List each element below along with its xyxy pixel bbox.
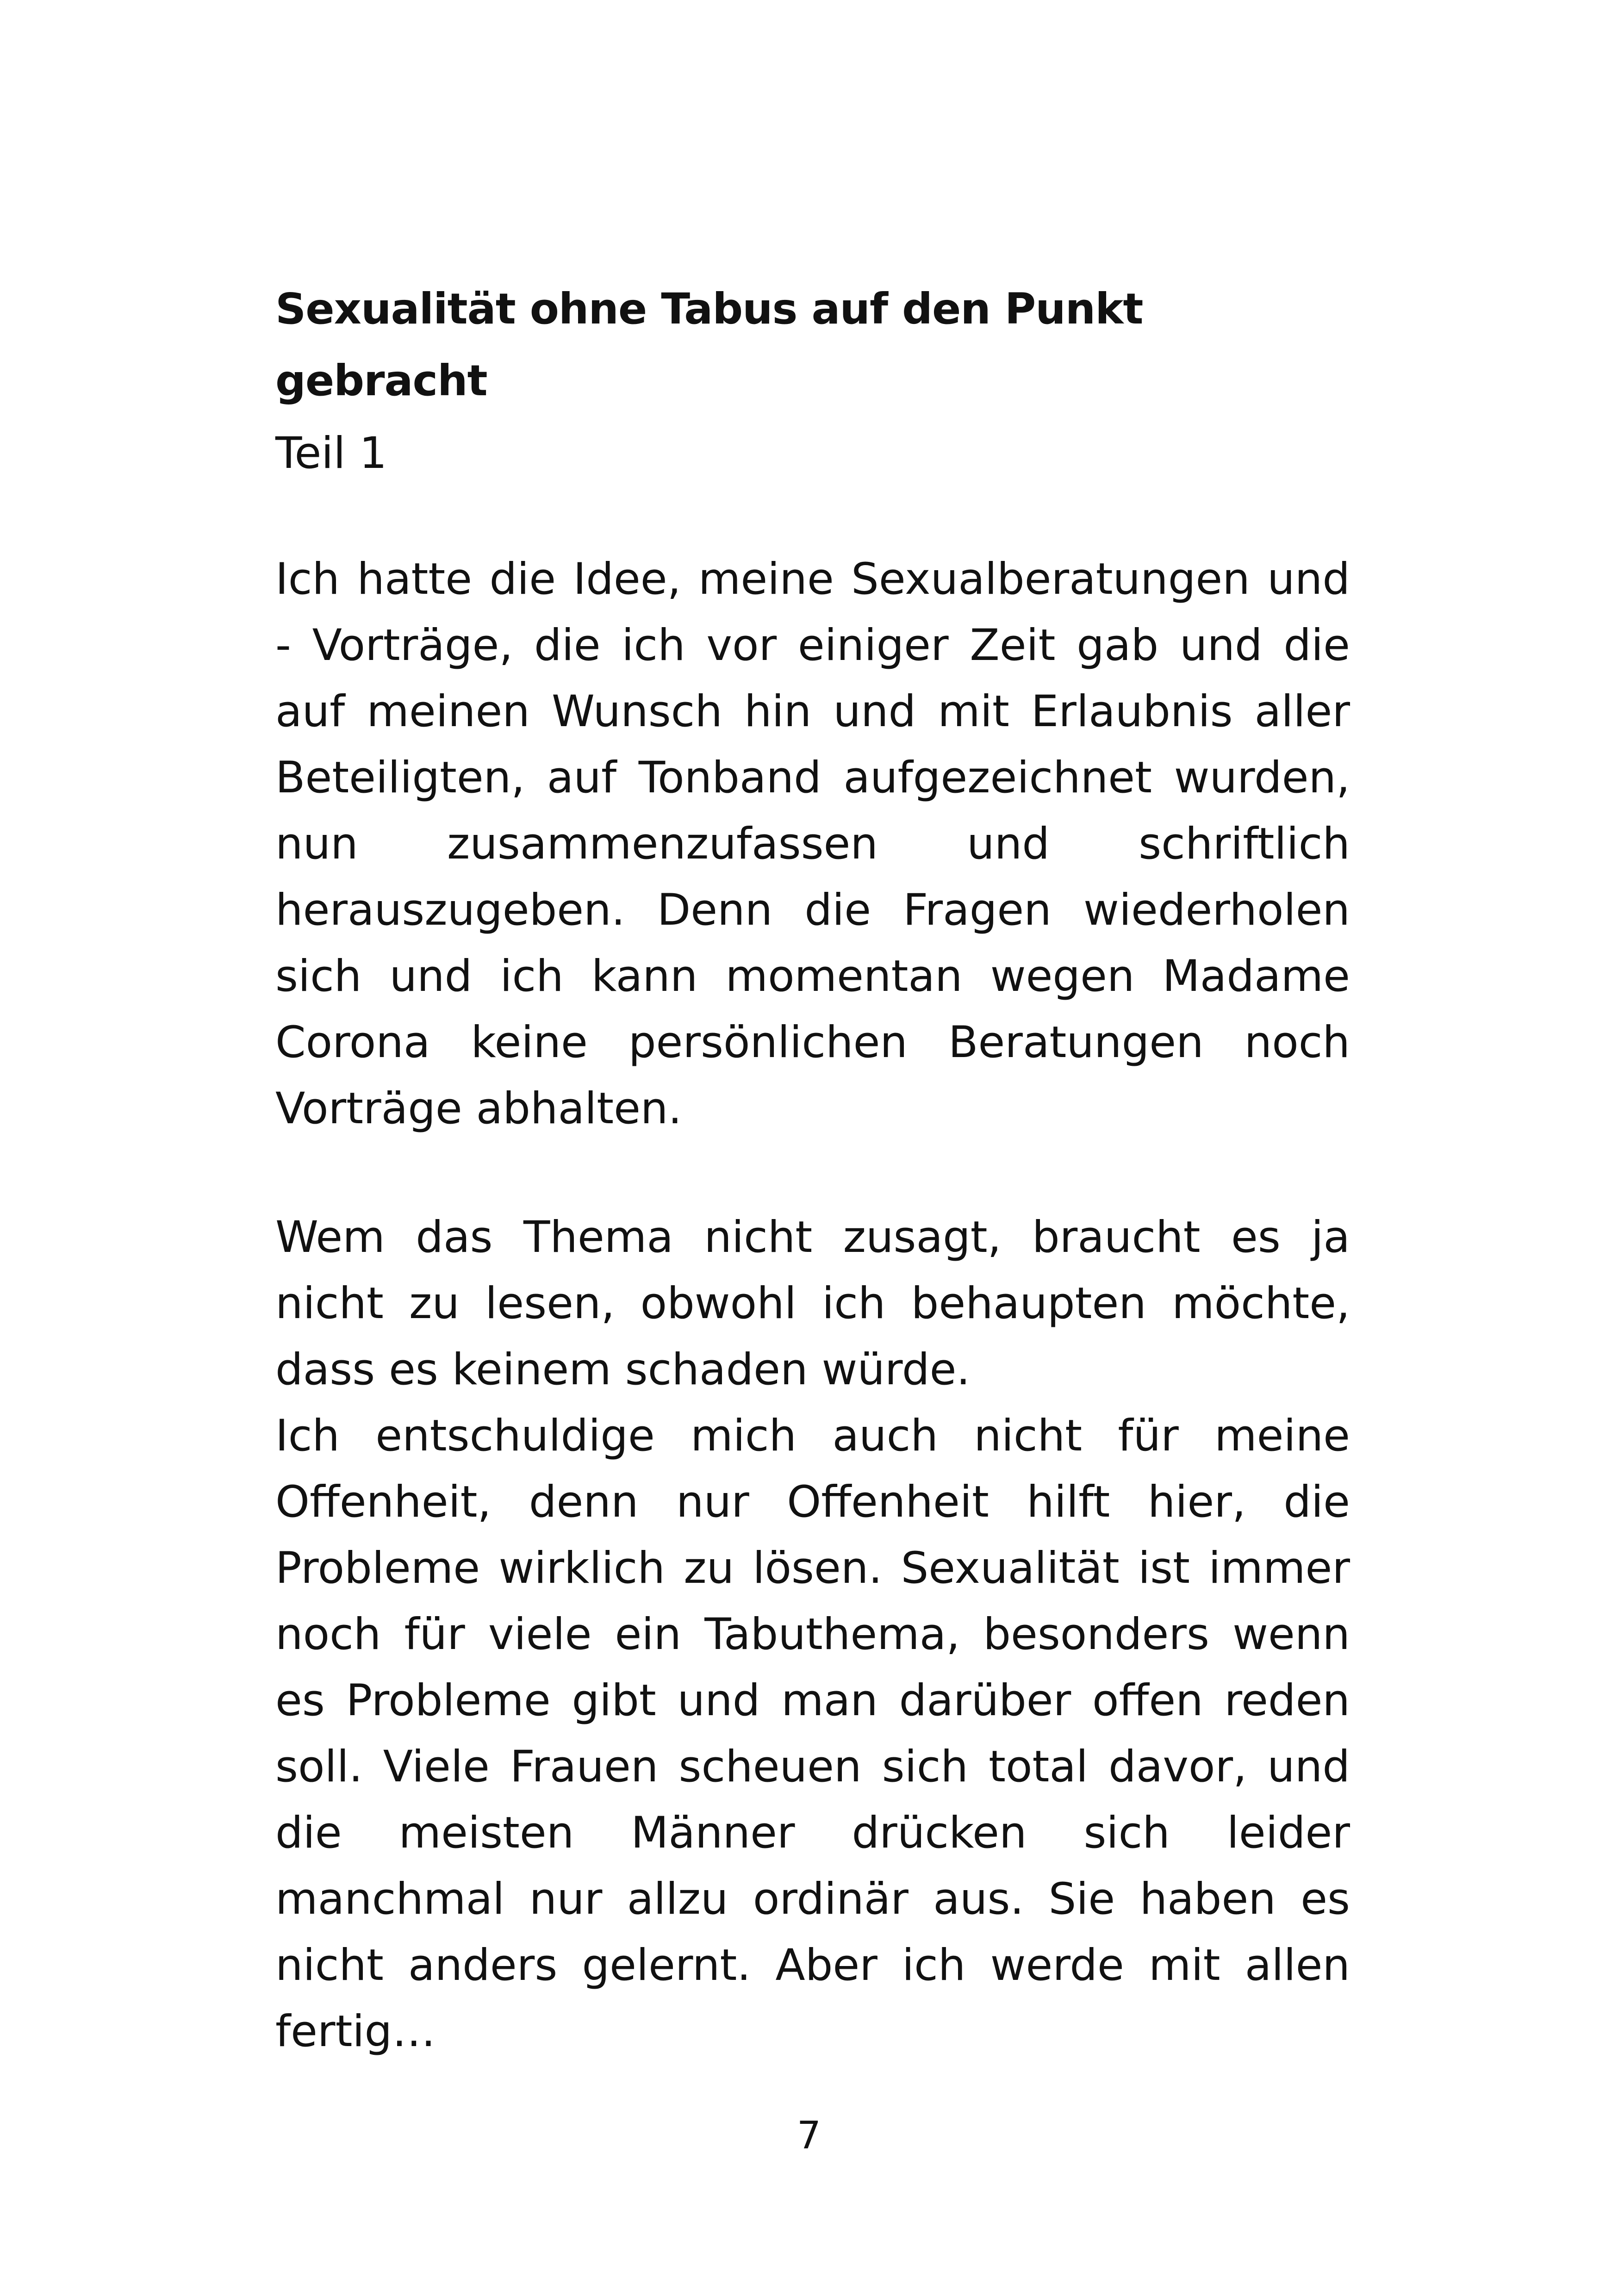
paragraph-3: Ich entschuldige mich auch nicht für meine Offenheit, denn nur Offenheit hilft hier, die Probleme wirklich zu lösen. Sexualität ist immer noch für viele ein Tabuthema, besonders wenn es Probleme gibt und man darüber offen reden soll. Viele Frauen scheuen sich total davor, und die meisten Männer drücken sich leider manchmal nur allzu ordinär aus. Sie haben es nicht anders gelernt. Aber ich werde mit allen fertig…: [275, 1411, 1350, 2057]
paragraph-1: Ich hatte die Idee, meine Sexualberatungen und - Vorträge, die ich vor einiger Zeit gab und die auf meinen Wunsch hin und mit Erlaubnis aller Beteiligten, auf Tonband aufgezeichnet wurden, nun zusammenzufassen und schriftlich herauszugeben. Denn die Fragen wiederholen sich und ich kann momentan wegen Madame Corona keine persönlichen Beratungen noch Vorträge abhalten.: [275, 554, 1350, 1134]
page-number: 7: [797, 2114, 821, 2158]
paragraph-2: Wem das Thema nicht zusagt, braucht es ja nicht zu lesen, obwohl ich behaupten möchte, dass es keinem schaden würde.: [275, 1212, 1350, 1395]
chapter-title: Sexualität ohne Tabus auf den Punkt gebracht: [275, 284, 1143, 405]
page-content: [275, 273, 1350, 2065]
chapter-subtitle: Teil 1: [275, 428, 387, 479]
spacer: [275, 1142, 1350, 1204]
spacer: [275, 491, 1350, 546]
